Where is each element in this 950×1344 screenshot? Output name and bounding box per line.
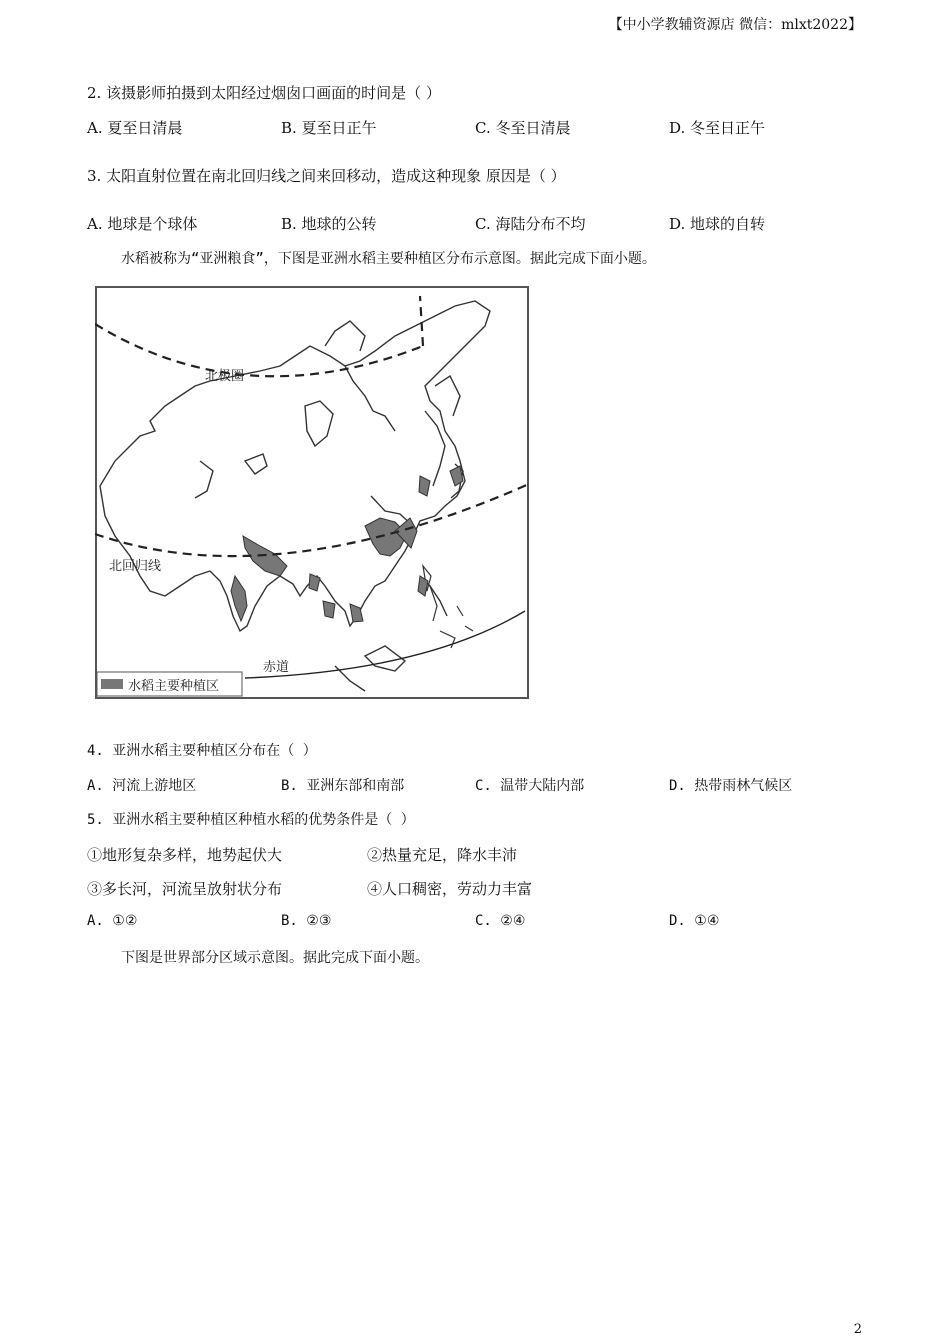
q5-items-row1: [87, 844, 867, 866]
q5-options: [87, 913, 867, 935]
arctic-circle-label: 北极圈: [205, 368, 245, 383]
q2-option-b[interactable]: B. 夏至日正午: [281, 119, 377, 137]
q4-option-b[interactable]: B. 亚洲东部和南部: [281, 778, 405, 794]
q5-item-4: ④人口稠密，劳动力丰富: [367, 880, 533, 898]
q5-stem: 5. 亚洲水稻主要种植区种植水稻的优势条件是（ ）: [87, 812, 415, 828]
world-intro: 下图是世界部分区域示意图。据此完成下面小题。: [121, 950, 429, 966]
q5-item-2: ②热量充足，降水丰沛: [367, 846, 518, 864]
q2-options: [87, 117, 867, 139]
q4-option-d[interactable]: D. 热带雨林气候区: [669, 778, 793, 794]
legend-label: 水稻主要种植区: [128, 678, 220, 693]
q2-stem: 2. 该摄影师拍摄到太阳经过烟囱口画面的时间是（ ）: [87, 84, 441, 102]
q4-option-a[interactable]: A. 河流上游地区: [87, 778, 197, 794]
q4-options: [87, 775, 867, 797]
q5-option-a[interactable]: A. ①②: [87, 913, 138, 929]
q2-option-c[interactable]: C. 冬至日清晨: [475, 119, 571, 137]
q3-options: [87, 213, 867, 235]
q4-stem: 4. 亚洲水稻主要种植区分布在（ ）: [87, 743, 317, 759]
q3-option-a[interactable]: A. 地球是个球体: [87, 215, 198, 233]
q3-option-d[interactable]: D. 地球的自转: [669, 215, 766, 233]
q3-option-c[interactable]: C. 海陆分布不均: [475, 215, 586, 233]
q3-stem: 3. 太阳直射位置在南北回归线之间来回移动，造成这种现象 原因是（ ）: [87, 167, 566, 185]
q2-option-a[interactable]: A. 夏至日清晨: [87, 119, 183, 137]
q5-option-d[interactable]: D. ①④: [669, 913, 720, 929]
rice-intro: 水稻被称为“亚洲粮食”，下图是亚洲水稻主要种植区分布示意图。据此完成下面小题。: [121, 251, 656, 267]
q5-item-1: ①地形复杂多样，地势起伏大: [87, 846, 283, 864]
q3-option-b[interactable]: B. 地球的公转: [281, 215, 377, 233]
tropic-label: 北回归线: [109, 558, 162, 573]
map-legend: [97, 672, 242, 696]
q5-items-row2: [87, 878, 867, 900]
page-header: 【中小学教辅资源店 微信：mlxt2022】: [608, 17, 862, 33]
page-number: 2: [853, 1322, 862, 1337]
q2-option-d[interactable]: D. 冬至日正午: [669, 119, 766, 137]
q5-item-3: ③多长河，河流呈放射状分布: [87, 880, 283, 898]
asia-rice-map: [95, 286, 529, 699]
q4-option-c[interactable]: C. 温带大陆内部: [475, 778, 585, 794]
q5-option-c[interactable]: C. ②④: [475, 913, 526, 929]
legend-swatch: [101, 679, 123, 689]
equator-label: 赤道: [263, 659, 290, 674]
q5-option-b[interactable]: B. ②③: [281, 913, 332, 929]
